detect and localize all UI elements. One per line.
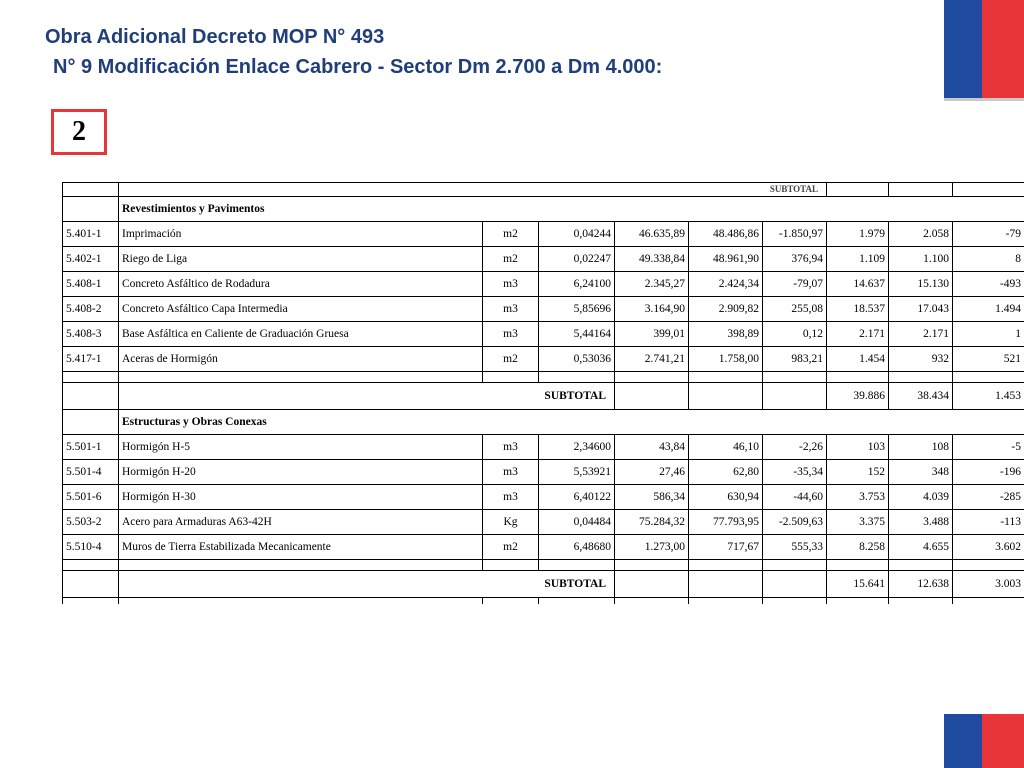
item-amount-diff: -113 [953, 510, 1024, 535]
item-unit: m3 [483, 460, 539, 485]
table-row [63, 272, 1024, 297]
item-qty-diff: 376,94 [763, 247, 827, 272]
cell-empty [827, 560, 889, 571]
item-amount-b: 4.655 [889, 535, 953, 560]
item-description: Hormigón H-30 [119, 485, 483, 510]
item-description: Acero para Armaduras A63-42H [119, 510, 483, 535]
item-qty-a: 46.635,89 [615, 222, 689, 247]
item-qty-b: 398,89 [689, 322, 763, 347]
item-unit-price: 6,40122 [539, 485, 615, 510]
item-code: 5.501-4 [63, 460, 119, 485]
item-amount-diff: 3.602 [953, 535, 1024, 560]
subtotal-label: SUBTOTAL [119, 383, 615, 410]
item-amount-b: 348 [889, 460, 953, 485]
item-qty-diff: -79,07 [763, 272, 827, 297]
section-header-row [63, 197, 1024, 222]
item-unit-price: 5,44164 [539, 322, 615, 347]
item-amount-b: 3.488 [889, 510, 953, 535]
spacer-row [63, 372, 1024, 383]
subtotal-row [63, 383, 1024, 410]
table-row [63, 435, 1024, 460]
cell-empty [889, 598, 953, 605]
cell-empty [483, 372, 539, 383]
item-code: 5.408-1 [63, 272, 119, 297]
item-description: Concreto Asfáltico Capa Intermedia [119, 297, 483, 322]
item-unit: m2 [483, 347, 539, 372]
cell-empty [615, 571, 689, 598]
item-amount-diff: -285 [953, 485, 1024, 510]
cell-empty [763, 598, 827, 605]
table-row [63, 222, 1024, 247]
cell-empty [689, 383, 763, 410]
cell-empty [539, 372, 615, 383]
item-amount-b: 17.043 [889, 297, 953, 322]
cell-empty [953, 560, 1024, 571]
item-unit: m2 [483, 222, 539, 247]
cell-empty [953, 372, 1024, 383]
page-number-badge: 2 [51, 109, 107, 155]
cell-empty [889, 560, 953, 571]
item-amount-a: 3.753 [827, 485, 889, 510]
chile-flag-logo-top [944, 0, 1024, 98]
item-qty-b: 1.758,00 [689, 347, 763, 372]
item-amount-a: 103 [827, 435, 889, 460]
item-qty-a: 399,01 [615, 322, 689, 347]
table-bottom-edge [63, 598, 1024, 605]
cell-empty [63, 372, 119, 383]
item-qty-a: 27,46 [615, 460, 689, 485]
item-code: 5.501-6 [63, 485, 119, 510]
item-description: Hormigón H-20 [119, 460, 483, 485]
chile-flag-logo-bottom [944, 714, 1024, 768]
cell-empty [615, 560, 689, 571]
subtotal-amount-a: 15.641 [827, 571, 889, 598]
cell-empty [63, 410, 119, 435]
cell-empty [119, 598, 483, 605]
section-header-row [63, 410, 1024, 435]
subtotal-amount-a: 39.886 [827, 383, 889, 410]
cell-empty [615, 383, 689, 410]
item-qty-diff: 983,21 [763, 347, 827, 372]
cell-empty [889, 372, 953, 383]
item-code: 5.408-2 [63, 297, 119, 322]
item-description: Concreto Asfáltico de Rodadura [119, 272, 483, 297]
quantities-table [62, 182, 1024, 604]
item-amount-a: 1.109 [827, 247, 889, 272]
item-amount-a: 18.537 [827, 297, 889, 322]
item-qty-b: 62,80 [689, 460, 763, 485]
item-qty-diff: 0,12 [763, 322, 827, 347]
section-title: Estructuras y Obras Conexas [119, 410, 1024, 435]
item-unit-price: 6,24100 [539, 272, 615, 297]
item-amount-diff: -5 [953, 435, 1024, 460]
title-line-1: Obra Adicional Decreto MOP N° 493 [45, 26, 385, 48]
cell-empty [763, 571, 827, 598]
truncated-subtotal-row [63, 183, 1024, 197]
item-unit-price: 6,48680 [539, 535, 615, 560]
item-code: 5.408-3 [63, 322, 119, 347]
item-amount-diff: -196 [953, 460, 1024, 485]
cell-empty [539, 560, 615, 571]
item-unit-price: 2,34600 [539, 435, 615, 460]
cell-empty [689, 372, 763, 383]
cell-empty [953, 598, 1024, 605]
item-qty-diff: -1.850,97 [763, 222, 827, 247]
item-qty-diff: -2.509,63 [763, 510, 827, 535]
item-amount-b: 108 [889, 435, 953, 460]
item-unit: m3 [483, 322, 539, 347]
item-qty-a: 2.345,27 [615, 272, 689, 297]
item-unit-price: 0,02247 [539, 247, 615, 272]
item-unit-price: 0,04484 [539, 510, 615, 535]
cell-empty [63, 571, 119, 598]
subtotal-amount-b: 12.638 [889, 571, 953, 598]
table-row [63, 460, 1024, 485]
cell-empty [889, 183, 953, 197]
item-description: Base Asfáltica en Caliente de Graduación Gruesa [119, 322, 483, 347]
item-description: Imprimación [119, 222, 483, 247]
title-line-2: N° 9 Modificación Enlace Cabrero - Sector Dm 2.700 a Dm 4.000: [53, 56, 663, 78]
item-amount-a: 3.375 [827, 510, 889, 535]
item-qty-a: 49.338,84 [615, 247, 689, 272]
cell-empty [763, 372, 827, 383]
table-row [63, 247, 1024, 272]
item-code: 5.417-1 [63, 347, 119, 372]
cell-empty [63, 183, 119, 197]
item-qty-a: 2.741,21 [615, 347, 689, 372]
item-qty-b: 48.961,90 [689, 247, 763, 272]
item-unit: m3 [483, 297, 539, 322]
item-amount-diff: 1 [953, 322, 1024, 347]
item-code: 5.401-1 [63, 222, 119, 247]
item-amount-b: 932 [889, 347, 953, 372]
item-amount-b: 2.171 [889, 322, 953, 347]
table-row [63, 485, 1024, 510]
cell-empty [953, 183, 1024, 197]
cell-empty [827, 598, 889, 605]
item-qty-a: 3.164,90 [615, 297, 689, 322]
item-qty-b: 630,94 [689, 485, 763, 510]
item-unit-price: 5,85696 [539, 297, 615, 322]
item-unit: Kg [483, 510, 539, 535]
item-code: 5.510-4 [63, 535, 119, 560]
item-unit-price: 5,53921 [539, 460, 615, 485]
cell-empty [63, 598, 119, 605]
cell-empty [689, 571, 763, 598]
cell-empty [483, 560, 539, 571]
item-amount-b: 15.130 [889, 272, 953, 297]
item-qty-b: 77.793,95 [689, 510, 763, 535]
subtotal-amount-diff: 1.453 [953, 383, 1024, 410]
item-amount-a: 152 [827, 460, 889, 485]
item-qty-a: 43,84 [615, 435, 689, 460]
subtotal-amount-b: 38.434 [889, 383, 953, 410]
item-code: 5.503-2 [63, 510, 119, 535]
subtotal-row [63, 571, 1024, 598]
item-amount-diff: -493 [953, 272, 1024, 297]
cell-empty [63, 197, 119, 222]
item-code: 5.501-1 [63, 435, 119, 460]
cell-empty [827, 183, 889, 197]
item-qty-b: 46,10 [689, 435, 763, 460]
item-description: Aceras de Hormigón [119, 347, 483, 372]
table-row [63, 322, 1024, 347]
item-qty-diff: -2,26 [763, 435, 827, 460]
cell-empty [689, 598, 763, 605]
item-unit: m2 [483, 247, 539, 272]
cell-empty [827, 372, 889, 383]
item-amount-b: 4.039 [889, 485, 953, 510]
item-qty-b: 48.486,86 [689, 222, 763, 247]
item-description: Hormigón H-5 [119, 435, 483, 460]
cell-empty [63, 560, 119, 571]
item-amount-diff: -79 [953, 222, 1024, 247]
truncated-subtotal-label: SUBTOTAL [119, 183, 827, 197]
item-unit-price: 0,04244 [539, 222, 615, 247]
section-title: Revestimientos y Pavimentos [119, 197, 1024, 222]
table-body [63, 183, 1024, 605]
item-description: Riego de Liga [119, 247, 483, 272]
item-qty-diff: -44,60 [763, 485, 827, 510]
item-unit-price: 0,53036 [539, 347, 615, 372]
item-unit: m3 [483, 435, 539, 460]
item-amount-b: 1.100 [889, 247, 953, 272]
cell-empty [615, 598, 689, 605]
spacer-row [63, 560, 1024, 571]
item-qty-diff: -35,34 [763, 460, 827, 485]
cell-empty [119, 372, 483, 383]
item-description: Muros de Tierra Estabilizada Mecanicamente [119, 535, 483, 560]
subtotal-label: SUBTOTAL [119, 571, 615, 598]
cell-empty [689, 560, 763, 571]
table-row [63, 510, 1024, 535]
item-unit: m3 [483, 485, 539, 510]
item-qty-a: 75.284,32 [615, 510, 689, 535]
table-row [63, 297, 1024, 322]
quantities-table-container [62, 182, 1021, 604]
item-unit: m2 [483, 535, 539, 560]
cell-empty [763, 383, 827, 410]
item-amount-diff: 1.494 [953, 297, 1024, 322]
table-row [63, 535, 1024, 560]
cell-empty [483, 598, 539, 605]
subtotal-amount-diff: 3.003 [953, 571, 1024, 598]
item-amount-a: 14.637 [827, 272, 889, 297]
item-amount-diff: 521 [953, 347, 1024, 372]
cell-empty [763, 560, 827, 571]
item-amount-diff: 8 [953, 247, 1024, 272]
cell-empty [119, 560, 483, 571]
item-amount-a: 2.171 [827, 322, 889, 347]
item-amount-b: 2.058 [889, 222, 953, 247]
item-qty-b: 2.424,34 [689, 272, 763, 297]
item-qty-diff: 255,08 [763, 297, 827, 322]
item-qty-b: 2.909,82 [689, 297, 763, 322]
item-code: 5.402-1 [63, 247, 119, 272]
table-row [63, 347, 1024, 372]
item-amount-a: 1.454 [827, 347, 889, 372]
item-amount-a: 8.258 [827, 535, 889, 560]
item-qty-diff: 555,33 [763, 535, 827, 560]
cell-empty [615, 372, 689, 383]
slide-title [45, 22, 662, 82]
item-qty-b: 717,67 [689, 535, 763, 560]
item-qty-a: 586,34 [615, 485, 689, 510]
item-qty-a: 1.273,00 [615, 535, 689, 560]
item-amount-a: 1.979 [827, 222, 889, 247]
cell-empty [63, 383, 119, 410]
cell-empty [539, 598, 615, 605]
item-unit: m3 [483, 272, 539, 297]
